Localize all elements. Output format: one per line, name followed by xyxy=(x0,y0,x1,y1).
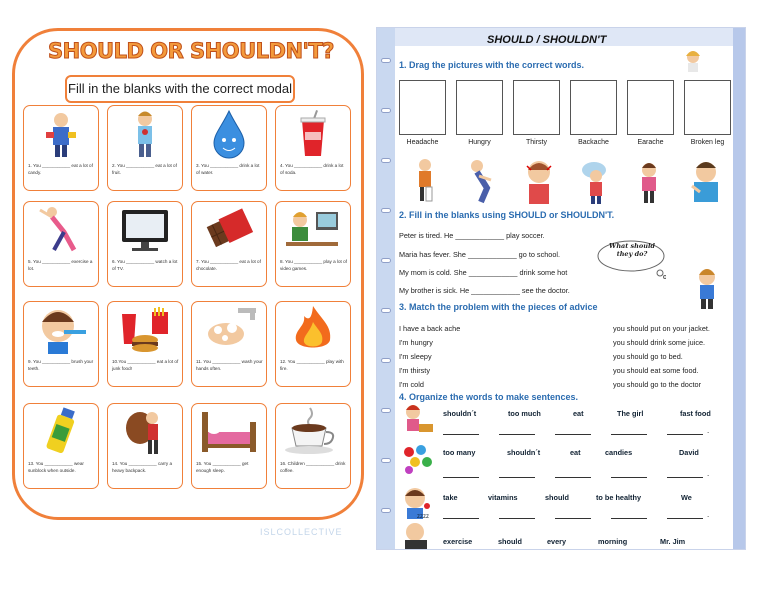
tv-icon xyxy=(108,204,182,256)
word-tile[interactable]: eat xyxy=(570,448,581,457)
answer-blank[interactable] xyxy=(499,477,535,478)
word-tile[interactable]: too many xyxy=(443,448,476,457)
answer-blank[interactable] xyxy=(499,518,535,519)
boy-brushing-teeth-icon xyxy=(24,304,98,356)
answer-blank[interactable] xyxy=(611,434,647,435)
card-caption: 1. You ___________ eat a lot of candy. xyxy=(28,163,93,175)
chocolate-bar-icon xyxy=(192,204,266,256)
fill-sentence-3: My mom is cold. She ____________ drink some hot xyxy=(399,268,568,277)
problem-2[interactable]: I'm hungry xyxy=(399,338,433,347)
card-caption: 9. You ___________ brush your teeth. xyxy=(28,359,94,371)
answer-blank[interactable] xyxy=(555,518,591,519)
card-4 xyxy=(275,105,351,191)
thirsty-picture[interactable] xyxy=(629,156,669,206)
period: . xyxy=(707,469,710,478)
card-caption: 14. You ___________ carry a heavy backpack. xyxy=(112,461,173,473)
answer-blank[interactable] xyxy=(443,477,479,478)
card-caption: 2. You ___________ eat a lot of fruit. xyxy=(112,163,177,175)
fire-icon xyxy=(276,304,350,356)
thinking-girl-icon xyxy=(682,48,704,72)
card-15 xyxy=(191,403,267,489)
word-tile[interactable]: every xyxy=(547,537,567,546)
boy-video-games-icon xyxy=(276,204,350,256)
drop-box-3[interactable] xyxy=(513,80,560,135)
binder-ring xyxy=(381,258,391,263)
drop-box-1[interactable] xyxy=(399,80,446,135)
binder-ring xyxy=(381,58,391,63)
advice-2[interactable]: you should drink some juice. xyxy=(613,338,706,347)
drop-box-6[interactable] xyxy=(684,80,731,135)
label-thirsty: Thirsty xyxy=(526,139,547,146)
broken-leg-picture[interactable] xyxy=(405,156,445,206)
card-5 xyxy=(23,201,99,287)
binder-ring xyxy=(381,458,391,463)
card-10 xyxy=(107,301,183,387)
left-instruction-box: Fill in the blanks with the correct modal xyxy=(65,75,295,103)
word-tile[interactable]: shouldn´t xyxy=(507,448,541,457)
answer-blank[interactable] xyxy=(611,477,647,478)
problem-3[interactable]: I'm sleepy xyxy=(399,352,432,361)
word-tile[interactable]: vitamins xyxy=(488,493,518,502)
card-12 xyxy=(275,301,351,387)
answer-blank[interactable] xyxy=(611,518,647,519)
thought-bubble-text: What should they do? xyxy=(609,242,655,258)
card-caption: 10.You ___________ eat a lot of junk food! xyxy=(112,359,179,371)
card-13 xyxy=(23,403,99,489)
card-3 xyxy=(191,105,267,191)
card-caption: 7. You ___________ eat a lot of chocolate. xyxy=(196,259,261,271)
period: . xyxy=(707,510,710,519)
binder-strip xyxy=(377,28,395,549)
watermark-text: ISLCOLLECTIVE xyxy=(260,527,343,537)
card-11 xyxy=(191,301,267,387)
binder-ring xyxy=(381,358,391,363)
card-7 xyxy=(191,201,267,287)
hungry-picture[interactable] xyxy=(684,156,724,206)
label-backache: Backache xyxy=(578,139,609,146)
fill-sentence-2: Maria has fever. She ____________ go to school. xyxy=(399,250,561,259)
word-tile[interactable]: morning xyxy=(598,537,628,546)
drop-box-5[interactable] xyxy=(627,80,674,135)
period: . xyxy=(707,426,710,435)
word-tile[interactable]: should xyxy=(545,493,569,502)
earache-picture[interactable] xyxy=(574,156,614,206)
fill-sentence-1: Peter is tired. He ____________ play soccer. xyxy=(399,231,545,240)
label-headache: Headache xyxy=(406,139,439,146)
candies-icon xyxy=(401,442,435,478)
word-tile[interactable]: take xyxy=(443,493,458,502)
problem-5[interactable]: I'm cold xyxy=(399,380,424,389)
answer-blank[interactable] xyxy=(555,477,591,478)
word-tile[interactable]: candies xyxy=(605,448,633,457)
soda-cup-icon xyxy=(276,108,350,160)
binder-ring xyxy=(381,108,391,113)
advice-3[interactable]: you should go to bed. xyxy=(613,352,683,361)
sleep-zzz-text: zzzz xyxy=(417,514,429,520)
card-16 xyxy=(275,403,351,489)
card-caption: 8. You ___________ play a lot of video games. xyxy=(280,259,347,271)
word-tile[interactable]: fast food xyxy=(680,409,711,418)
word-tile[interactable]: Mr. Jim xyxy=(660,537,686,546)
headache-picture[interactable] xyxy=(519,156,559,206)
card-caption: 13. You ___________ wear sunblock when outside. xyxy=(28,461,84,473)
coffee-cup-icon xyxy=(276,406,350,458)
binder-ring xyxy=(381,408,391,413)
card-8 xyxy=(275,201,351,287)
backache-picture[interactable] xyxy=(461,156,501,206)
answer-blank[interactable] xyxy=(667,434,703,435)
left-worksheet xyxy=(12,28,364,520)
binder-ring xyxy=(381,308,391,313)
word-tile[interactable]: shouldn´t xyxy=(443,409,477,418)
word-tile[interactable]: David xyxy=(679,448,699,457)
label-hungry: Hungry xyxy=(468,139,491,146)
word-tile[interactable]: eat xyxy=(573,409,584,418)
card-caption: 4. You ___________ drink a lot of soda. xyxy=(280,163,344,175)
heavy-backpack-icon xyxy=(108,406,182,458)
advice-1[interactable]: you should put on your jacket. xyxy=(613,324,710,333)
section-1-heading: 1. Drag the pictures with the correct words. xyxy=(399,60,585,70)
card-9 xyxy=(23,301,99,387)
water-drop-icon xyxy=(192,108,266,160)
fill-sentence-4: My brother is sick. He ____________ see the doctor. xyxy=(399,286,570,295)
right-worksheet xyxy=(376,27,746,550)
girl-fast-food-icon xyxy=(401,402,435,438)
binder-ring xyxy=(381,208,391,213)
thinking-boy-icon xyxy=(692,266,722,310)
sunblock-bottle-icon xyxy=(24,406,98,458)
section-3-heading: 3. Match the problem with the pieces of advice xyxy=(399,302,598,312)
section-2-heading: 2. Fill in the blanks using SHOULD or SHOULDN'T. xyxy=(399,210,615,220)
drop-box-2[interactable] xyxy=(456,80,503,135)
boy-eating-candy-icon xyxy=(24,108,98,160)
answer-blank[interactable] xyxy=(667,477,703,478)
card-caption: 3. You ___________ drink a lot of water. xyxy=(196,163,260,175)
word-tile[interactable]: should xyxy=(498,537,522,546)
problem-1[interactable]: I have a back ache xyxy=(399,324,461,333)
right-worksheet-title: SHOULD / SHOULDN'T xyxy=(487,34,607,46)
left-worksheet-title: SHOULD OR SHOULDN'T? xyxy=(48,39,334,63)
card-6 xyxy=(107,201,183,287)
advice-4[interactable]: you should eat some food. xyxy=(613,366,699,375)
card-caption: 5. You ___________ exercise a lot. xyxy=(28,259,93,271)
girl-exercising-icon xyxy=(24,204,98,256)
answer-blank[interactable] xyxy=(499,434,535,435)
bed-icon xyxy=(192,406,266,458)
card-caption: 11. You ___________ wash your hands often. xyxy=(196,359,263,371)
word-tile[interactable]: The girl xyxy=(617,409,644,418)
answer-blank[interactable] xyxy=(443,434,479,435)
card-caption: 15. You ___________ get enough sleep. xyxy=(196,461,249,473)
word-tile[interactable]: We xyxy=(681,493,692,502)
boy-eating-fruit-icon xyxy=(108,108,182,160)
drop-box-4[interactable] xyxy=(570,80,617,135)
answer-blank[interactable] xyxy=(443,518,479,519)
right-edge-strip xyxy=(733,28,745,549)
card-caption: 6. You ___________ watch a lot of TV. xyxy=(112,259,178,271)
card-14 xyxy=(107,403,183,489)
label-earache: Earache xyxy=(637,139,664,146)
label-broken-leg: Broken leg xyxy=(690,139,725,146)
binder-ring xyxy=(381,508,391,513)
answer-blank[interactable] xyxy=(667,518,703,519)
card-caption: 16. Children ___________ drink coffee. xyxy=(280,461,346,473)
sleeping-man-icon xyxy=(401,516,435,550)
washing-hands-icon xyxy=(192,304,266,356)
section-4-heading: 4. Organize the words to make sentences. xyxy=(399,392,579,402)
card-1 xyxy=(23,105,99,191)
card-caption: 12. You ___________ play with fire. xyxy=(280,359,344,371)
word-tile[interactable]: exercise xyxy=(443,537,473,546)
card-2 xyxy=(107,105,183,191)
word-tile[interactable]: too much xyxy=(508,409,541,418)
word-tile[interactable]: to be healthy xyxy=(596,493,642,502)
problem-4[interactable]: I'm thirsty xyxy=(399,366,430,375)
advice-5[interactable]: you should go to the doctor xyxy=(613,380,702,389)
binder-ring xyxy=(381,158,391,163)
junk-food-icon xyxy=(108,304,182,356)
answer-blank[interactable] xyxy=(555,434,591,435)
